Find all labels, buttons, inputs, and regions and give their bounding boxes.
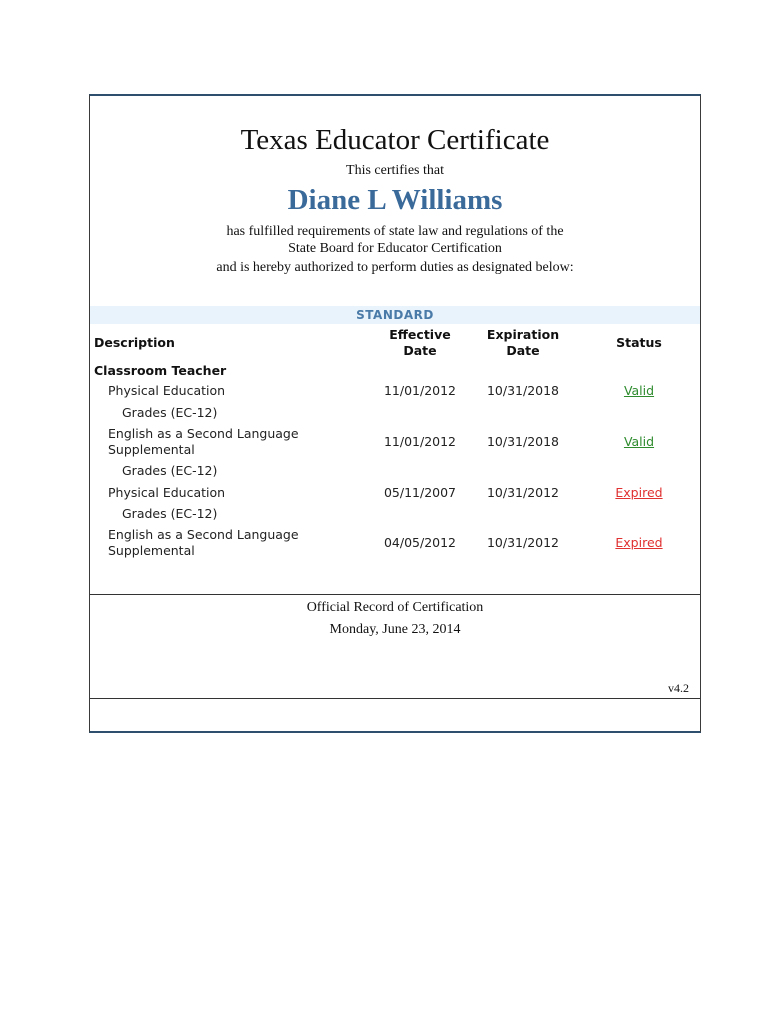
footer-divider-bottom <box>90 698 700 699</box>
section-label: STANDARD <box>356 308 434 322</box>
col-expiration-date <box>478 327 568 359</box>
section-band <box>90 306 700 324</box>
row-4-expiration: 10/31/2012 <box>486 535 560 550</box>
row-4-status-link[interactable]: Expired <box>615 535 663 550</box>
row-2-grades: Grades (EC-12) <box>122 463 218 478</box>
footer-divider-top <box>90 594 700 595</box>
col-description: Description <box>94 335 175 350</box>
row-2-description: English as a Second Language <box>108 426 299 441</box>
col-effective-line1: Effective <box>389 327 451 342</box>
official-record-label: Official Record of Certification <box>306 600 484 615</box>
version-label: v4.2 <box>668 681 689 695</box>
holder-name: Diane L Williams <box>287 184 503 216</box>
record-date: Monday, June 23, 2014 <box>329 622 461 637</box>
row-1-status-link[interactable]: Valid <box>623 383 655 398</box>
certificate-frame <box>89 94 701 733</box>
row-1-expiration: 10/31/2018 <box>486 383 560 398</box>
row-3-grades: Grades (EC-12) <box>122 506 218 521</box>
row-2-description-line2: Supplemental <box>108 442 195 457</box>
row-4-description: English as a Second Language <box>108 527 299 542</box>
row-4-effective: 04/05/2012 <box>383 535 457 550</box>
row-4-description-line2: Supplemental <box>108 543 195 558</box>
col-status: Status <box>616 335 662 350</box>
row-1-effective: 11/01/2012 <box>383 383 457 398</box>
col-expiration-line2: Date <box>506 343 540 358</box>
row-3-description: Physical Education <box>108 485 226 500</box>
row-3-effective: 05/11/2007 <box>383 485 457 500</box>
row-2-effective: 11/01/2012 <box>383 434 457 449</box>
row-2-expiration: 10/31/2018 <box>486 434 560 449</box>
col-effective-line2: Date <box>403 343 437 358</box>
statement-line-1: has fulfilled requirements of state law and regulations of the <box>226 224 564 239</box>
row-3-status-link[interactable]: Expired <box>615 485 663 500</box>
certifies-text: This certifies that <box>346 163 444 178</box>
col-expiration-line1: Expiration <box>486 327 560 342</box>
row-1-grades: Grades (EC-12) <box>122 405 218 420</box>
statement-line-2: State Board for Educator Certification <box>288 241 502 256</box>
row-3-expiration: 10/31/2012 <box>486 485 560 500</box>
row-1-description: Physical Education <box>108 383 226 398</box>
col-effective-date <box>375 327 465 359</box>
row-2-status-link[interactable]: Valid <box>623 434 655 449</box>
statement-line-3: and is hereby authorized to perform duties as designated below: <box>216 260 574 275</box>
certificate-title: Texas Educator Certificate <box>240 124 550 156</box>
category-label: Classroom Teacher <box>94 363 227 378</box>
